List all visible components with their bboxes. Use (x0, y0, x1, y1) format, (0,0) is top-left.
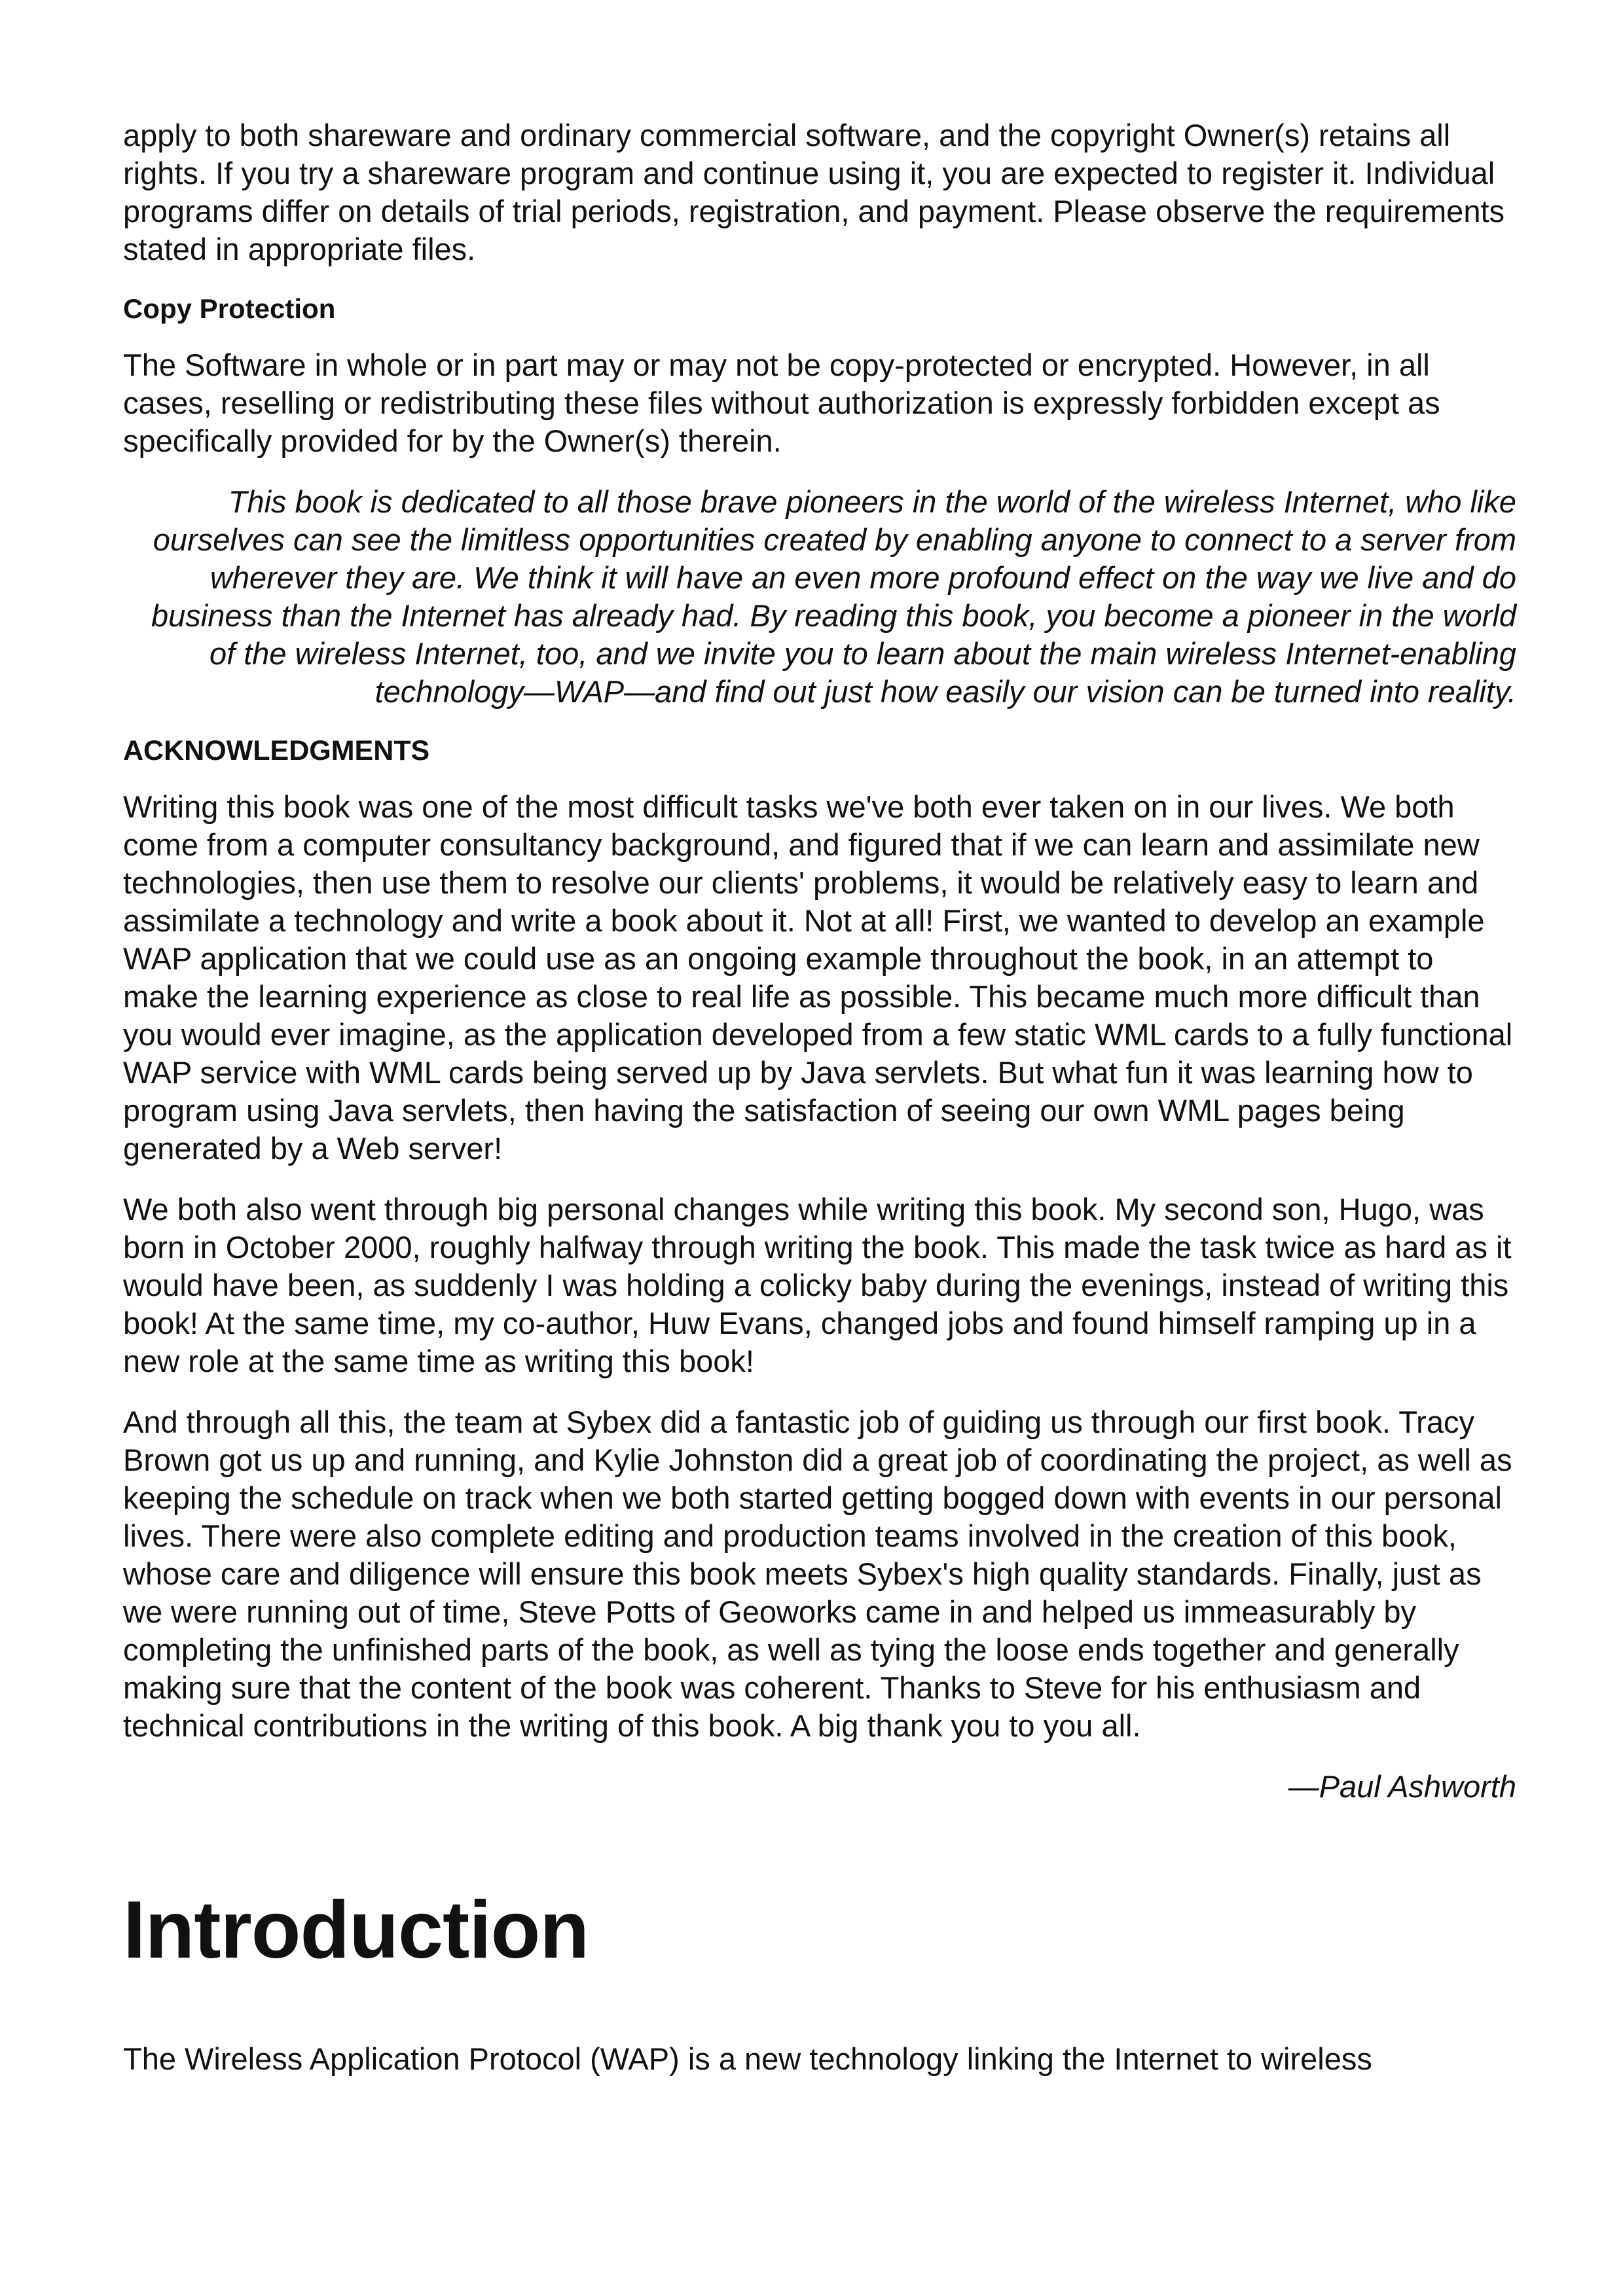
copy-protection-body: The Software in whole or in part may or may not be copy-protected or encrypted. However, in all cases, reselling or redistributing these files without authorization is expressly forbidden except as specifically provided for by the Owner(s) therein. (123, 348, 1440, 458)
dedication: This book is dedicated to all those brave pioneers in the world of the wireless Internet, who like ourselves can see the limitless opportunities created by enabling anyone to connect to a server from wherever they are. We think it will have an even more profound effect on the way we live and do business than the Internet has already had. By reading this book, you become a pioneer in the world of the wireless Internet, too, and we invite you to learn about the main wireless Internet-enabling technology—WAP—and find out just how easily our vision can be turned into reality. (151, 484, 1516, 709)
acknowledgments-heading: ACKNOWLEDGMENTS (123, 735, 430, 766)
signature: —Paul Ashworth (1288, 1769, 1516, 1804)
acknowledgments-paragraph-2: We both also went through big personal changes while writing this book. My second son, Hugo, was born in October 2000, roughly halfway through writing the book. This made the task twice as hard as it would have been, as suddenly I was holding a colicky baby during the evenings, instead of writing this book! At the same time, my co-author, Huw Evans, changed jobs and found himself ramping up in a new role at the same time as writing this book! (123, 1192, 1512, 1378)
page-content (123, 117, 1516, 2078)
introduction-first-line: The Wireless Application Protocol (WAP) is a new technology linking the Internet to wireless (123, 2041, 1372, 2076)
chapter-title: Introduction (123, 1885, 589, 1975)
acknowledgments-paragraph-3: And through all this, the team at Sybex did a fantastic job of guiding us through our first book. Tracy Brown got us up and running, and Kylie Johnston did a great job of coordinating the project, as well as keeping the schedule on track when we both started getting bogged down with events in our personal lives. There were also complete editing and production teams involved in the creation of this book, whose care and diligence will ensure this book meets Sybex's high quality standards. Finally, just as we were running out of time, Steve Potts of Geoworks came in and helped us immeasurably by completing the unfinished parts of the book, as well as tying the loose ends together and generally making sure that the content of the book was coherent. Thanks to Steve for his enthusiasm and technical contributions in the writing of this book. A big thank you to you all. (123, 1405, 1512, 1743)
acknowledgments-paragraph-1: Writing this book was one of the most difficult tasks we've both ever taken on in our lives. We both come from a computer consultancy background, and figured that if we can learn and assimilate new technologies, then use them to resolve our clients' problems, it would be relatively easy to learn and assimilate a technology and write a book about it. Not at all! First, we wanted to develop an example WAP application that we could use as an ongoing example throughout the book, in an attempt to make the learning experience as close to real life as possible. This became much more difficult than you would ever imagine, as the application developed from a few static WML cards to a fully functional WAP service with WML cards being served up by Java servlets. But what fun it was learning how to program using Java servlets, then having the satisfaction of seeing our own WML pages being generated by a Web server! (123, 789, 1513, 1166)
copy-protection-heading: Copy Protection (123, 293, 336, 324)
intro-paragraph: apply to both shareware and ordinary commercial software, and the copyright Owner(s) retains all rights. If you try a shareware program and continue using it, you are expected to register it. Individual programs differ on details of trial periods, registration, and payment. Please observe the requirements stated in appropriate files. (123, 118, 1505, 266)
